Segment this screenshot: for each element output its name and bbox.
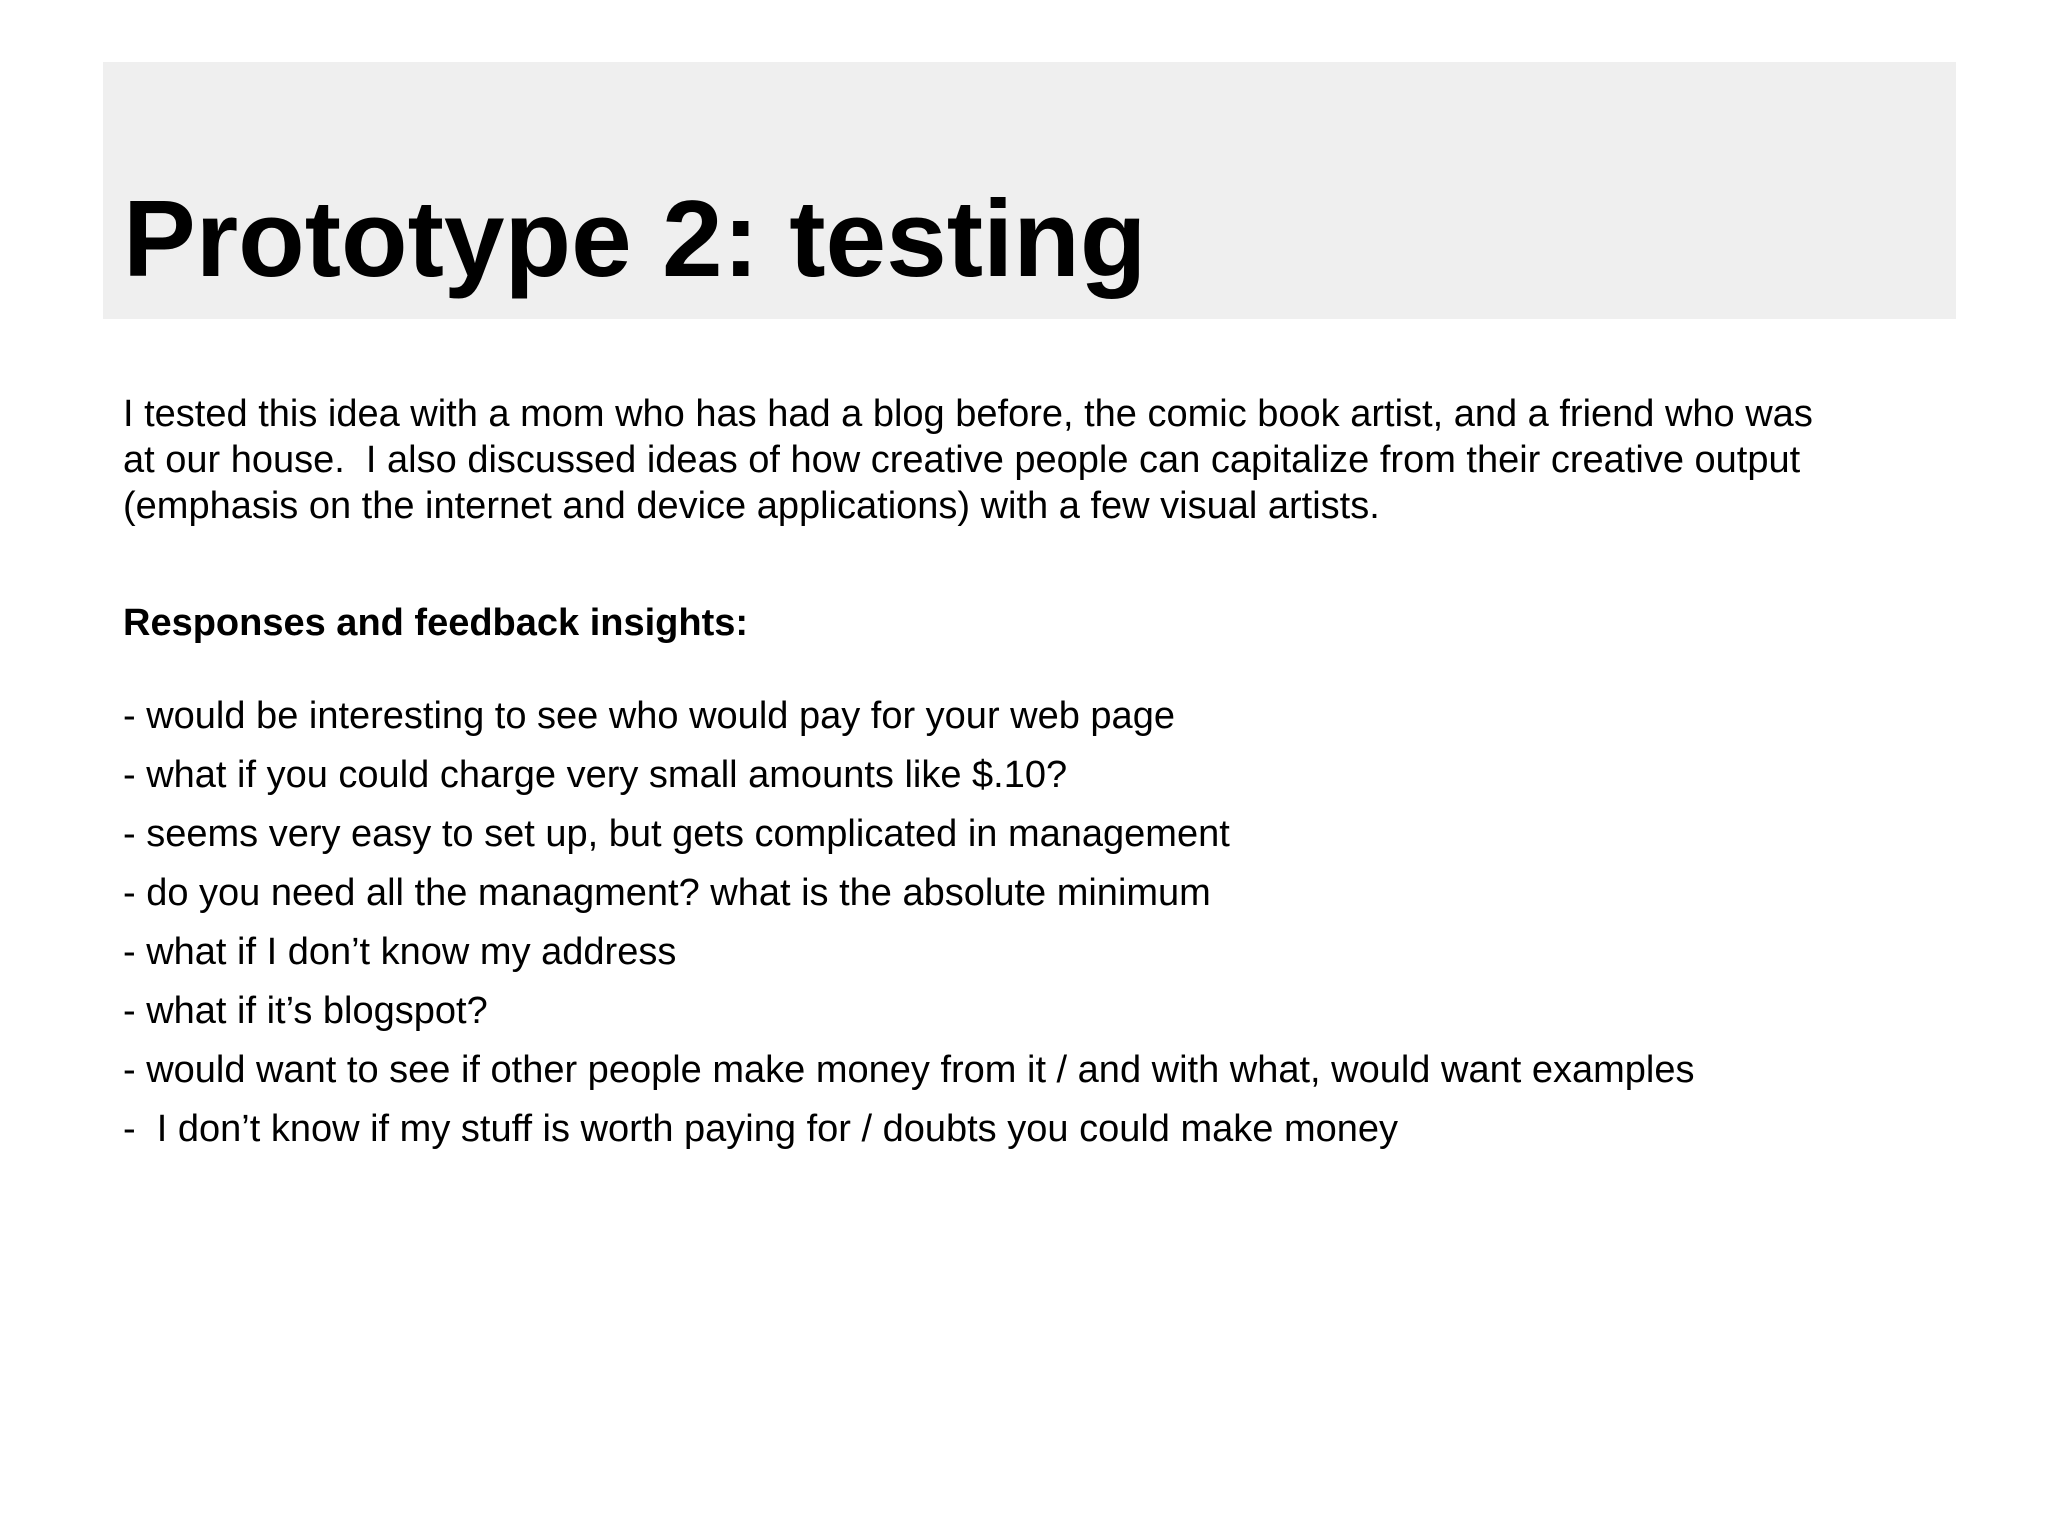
intro-line: at our house. I also discussed ideas of how creative people can capitalize from their creative output: [123, 439, 1801, 481]
feedback-item: - I don’t know if my stuff is worth paying for / doubts you could make money: [123, 1108, 1399, 1150]
section-heading: Responses and feedback insights:: [123, 602, 749, 644]
feedback-item: - what if I don’t know my address: [123, 931, 677, 973]
feedback-item: - would be interesting to see who would pay for your web page: [123, 695, 1175, 737]
intro-line: I tested this idea with a mom who has had a blog before, the comic book artist, and a friend who was: [123, 393, 1813, 435]
feedback-item: - what if it’s blogspot?: [123, 990, 488, 1032]
feedback-item: - would want to see if other people make money from it / and with what, would want examples: [123, 1049, 1695, 1091]
intro-paragraph: [123, 391, 1953, 529]
feedback-item: - seems very easy to set up, but gets complicated in management: [123, 813, 1230, 855]
slide-title: Prototype 2: testing: [123, 178, 1147, 300]
feedback-list: [123, 693, 1694, 1165]
feedback-item: - what if you could charge very small amounts like $.10?: [123, 754, 1068, 796]
intro-line: (emphasis on the internet and device applications) with a few visual artists.: [123, 485, 1380, 527]
feedback-item: - do you need all the managment? what is the absolute minimum: [123, 872, 1211, 914]
